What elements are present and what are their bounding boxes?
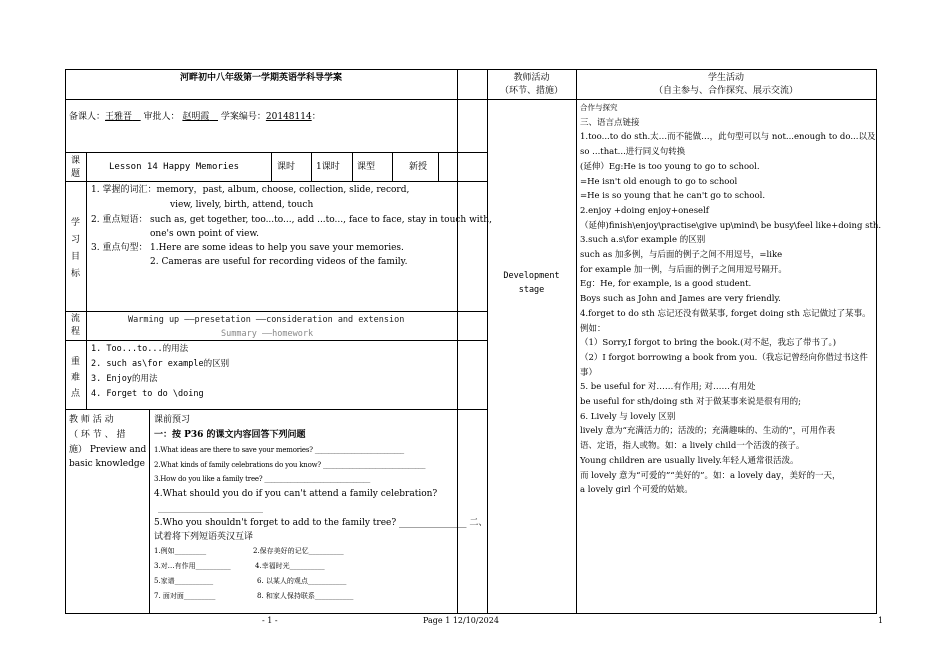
- row-line-difficulties-bottom: [65, 409, 488, 410]
- student-line: 3.such a.s\for example 的区别: [580, 235, 706, 246]
- student-line: 事）: [580, 367, 598, 378]
- process-line-1: Warming up ——presetation ——consideration and extension: [128, 315, 405, 325]
- student-col-subtitle: （自主参与、合作探究、展示交流）: [653, 86, 798, 96]
- prep-label: 备课人：: [69, 112, 106, 122]
- goal-vocab-cont: view, lively, birth, attend, touch: [170, 200, 314, 210]
- goal-sentences-prefix: 3. 重点句型：: [91, 243, 148, 253]
- lesson-label-2: 题: [71, 169, 81, 179]
- approve-name: 赵明霞: [182, 112, 210, 122]
- preview-question-4: 4.What should you do if you can't attend a family celebration?: [154, 489, 438, 499]
- goals-label-1: 学: [71, 218, 81, 228]
- student-line: a lovely girl 个可爱的姑娘。: [580, 485, 693, 496]
- student-line: such as 加多例，与后面的例子之间不用逗号，=like: [580, 250, 783, 260]
- lesson-divider-a: [271, 152, 272, 182]
- teacher-left-line-4: basic knowledge: [69, 459, 145, 469]
- student-line: for example 加一例，与后面的例子之间用逗号隔开。: [580, 264, 787, 275]
- phrase-8: 8. 和家人保持联系___________: [257, 592, 354, 600]
- student-line: （延伸)finish\enjoy\practise\give up\mind\ be busy\feel like+doing sth.: [580, 220, 882, 231]
- process-label-1: 流: [71, 314, 81, 324]
- phrase-1: 1.例如_________: [154, 547, 207, 555]
- difficulty-item-4: 4. Forget to do \doing: [91, 389, 204, 399]
- table-bottom-border: [65, 613, 876, 614]
- plan-label: 学案编号：: [220, 112, 266, 122]
- phrase-7: 7. 面对面_________: [154, 592, 216, 600]
- preview-title: 课前预习: [154, 415, 191, 425]
- student-line: 4.forget to do sth 忘记还没有做某事, forget doing sth 忘记做过了某事。: [580, 308, 871, 319]
- row-line-goals-bottom: [65, 311, 488, 312]
- row-line-lesson-top: [65, 152, 488, 153]
- teacher-left-line-1: 教 师 活 动: [69, 415, 114, 425]
- student-line: lively 意为“充满活力的；活泼的；充满趣味的、生动的”，可用作表: [580, 426, 836, 437]
- footer-right: 1: [878, 616, 884, 625]
- student-line: Young children are usually lively.年轻人通常很活泼。: [580, 455, 799, 466]
- goal-phrases: such as, get together, too...to..., add ...to..., face to face, stay in touch with,: [150, 215, 492, 225]
- process-line-2: Summary ——homework: [221, 329, 314, 339]
- student-line: 而 lovely 意为“可爱的”“美好的”。如：a lovely day，美好的一天，: [580, 470, 841, 481]
- teacher-left-line-3: 施） Preview and: [69, 445, 147, 455]
- teacher-col-title: 教师活动: [513, 73, 550, 83]
- student-line: （1）Sorry,I forgot to bring the book.(对不起，我忘了带书了。): [580, 338, 837, 349]
- student-line: be useful for sth/doing sth 对于做某事来说是很有用的;: [580, 397, 801, 407]
- stage-label: Development: [503, 271, 560, 281]
- goal-sentence-1: 1.Here are some ideas to help you save your memories.: [150, 243, 404, 253]
- stage-label-2: stage: [518, 285, 545, 295]
- student-line: 1.too...to do sth.太…而不能做…，此句型可以与 not...enough to do...以及: [580, 132, 876, 143]
- phrase-5: 5.家谱___________: [154, 577, 214, 585]
- goal-phrases-cont: one's own point of view.: [150, 229, 260, 239]
- preview-section-1: 一：按 P36 的课文内容回答下列问题: [154, 430, 306, 440]
- footer-center: Page 1 12/10/2024: [423, 616, 499, 625]
- table-top-border: [65, 69, 876, 70]
- student-line: 语、定语，指人或物。如：a lively child一个活泼的孩子。: [580, 441, 805, 452]
- phrase-6: 6. 以某人的观点___________: [257, 577, 347, 585]
- row-line-process-bottom: [65, 340, 488, 341]
- col-divider-3: [576, 69, 577, 614]
- header-bottom-border: [65, 99, 876, 100]
- lesson-divider-b: [311, 152, 312, 182]
- lesson-divider-c: [352, 152, 353, 182]
- preview-question-1: 1.What ideas are there to save your memories? ___________________________: [154, 446, 404, 454]
- plan-suffix: ：: [311, 112, 321, 122]
- row-line-lesson-bottom: [65, 181, 488, 182]
- process-label-2: 程: [71, 327, 81, 337]
- phrase-2: 2.保存美好的记忆__________: [253, 547, 344, 555]
- student-line: =He isn't old enough to go to school: [580, 176, 738, 187]
- student-line: 5. be useful for 对……有作用; 对……有用处: [580, 382, 756, 393]
- student-line: 三、语言点链接: [580, 117, 640, 128]
- goal-sentence-2: 2. Cameras are useful for recording videos of the family.: [150, 257, 408, 267]
- difficulty-label-2: 难: [71, 373, 81, 383]
- lesson-label-1: 课: [71, 156, 81, 166]
- student-line: (延伸）Eg:He is too young to go to school.: [580, 161, 760, 172]
- goals-label-2: 习: [71, 235, 81, 245]
- student-line: Eg：He, for example, is a good student.: [580, 279, 752, 290]
- teacher-left-divider: [149, 409, 150, 614]
- difficulty-label-3: 点: [71, 389, 81, 399]
- preview-question-4-blank: ______________________________: [158, 505, 263, 513]
- student-line: （2）I forgot borrowing a book from you.（我忘记曾经向你借过书这件: [580, 352, 868, 363]
- table-right-border: [876, 69, 877, 614]
- col-divider-2: [487, 69, 488, 614]
- hours-value: 1课时: [316, 162, 340, 172]
- footer-left: - 1 -: [262, 616, 278, 625]
- meta-line: [69, 111, 321, 123]
- hours-label: 课时: [277, 162, 296, 172]
- type-value: 新授: [409, 162, 428, 172]
- student-line: Boys such as John and James are very friendly.: [580, 294, 781, 305]
- difficulty-item-1: 1. Too...to...的用法: [91, 344, 189, 354]
- preview-question-2: 2.What kinds of family celebrations do you know? _______________________________: [154, 461, 426, 469]
- plan-number: 20148114: [265, 112, 312, 122]
- student-col-title: 学生活动: [707, 73, 744, 83]
- goal-phrases-prefix: 2. 重点短语：: [91, 215, 148, 225]
- student-line: 例如：: [580, 323, 606, 334]
- col-divider-1: [457, 69, 458, 614]
- preview-question-5: 5.Who you shouldn't forget to add to the family tree? _______________ 二、: [154, 518, 488, 528]
- lesson-divider-d: [392, 152, 393, 182]
- difficulty-item-2: 2. such as\for example的区别: [91, 359, 230, 369]
- goal-vocab: 1. 掌握的词汇：memory，past, album, choose, collection, slide, record,: [91, 185, 410, 195]
- prep-name: 王雅晋: [105, 112, 133, 122]
- student-line: =He is so young that he can't go to school.: [580, 191, 766, 202]
- student-line: 2.enjoy +doing enjoy+oneself: [580, 205, 709, 216]
- lesson-title: Lesson 14 Happy Memories: [109, 162, 240, 172]
- teacher-left-line-2: （ 环 节 、 措: [69, 430, 126, 440]
- student-line: 6. Lively 与 lovely 区别: [580, 411, 676, 422]
- lesson-divider-e: [438, 152, 439, 182]
- student-line: 合作与探究: [580, 103, 618, 112]
- table-left-border: [65, 69, 66, 614]
- student-line: so ...that...进行同义句转换: [580, 147, 686, 158]
- approve-label: 审批人：: [143, 112, 180, 122]
- difficulty-label-1: 重: [71, 357, 81, 367]
- preview-section-2: 试着将下列短语英汉互译: [154, 532, 254, 542]
- phrase-4: 4.幸福时光__________: [255, 562, 325, 570]
- phrase-3: 3.对…有作用__________: [154, 562, 231, 570]
- teacher-col-subtitle: （环节、措施）: [499, 86, 563, 96]
- goals-label-4: 标: [71, 269, 81, 279]
- type-label: 课型: [357, 162, 376, 172]
- difficulty-item-3: 3. Enjoy的用法: [91, 374, 158, 384]
- preview-question-3: 3.How do you like a family tree? ________________________________: [154, 475, 371, 483]
- label-col-divider: [86, 152, 87, 410]
- goals-label-3: 目: [71, 252, 81, 262]
- doc-title: 河畔初中八年级第一学期英语学科导学案: [179, 73, 342, 83]
